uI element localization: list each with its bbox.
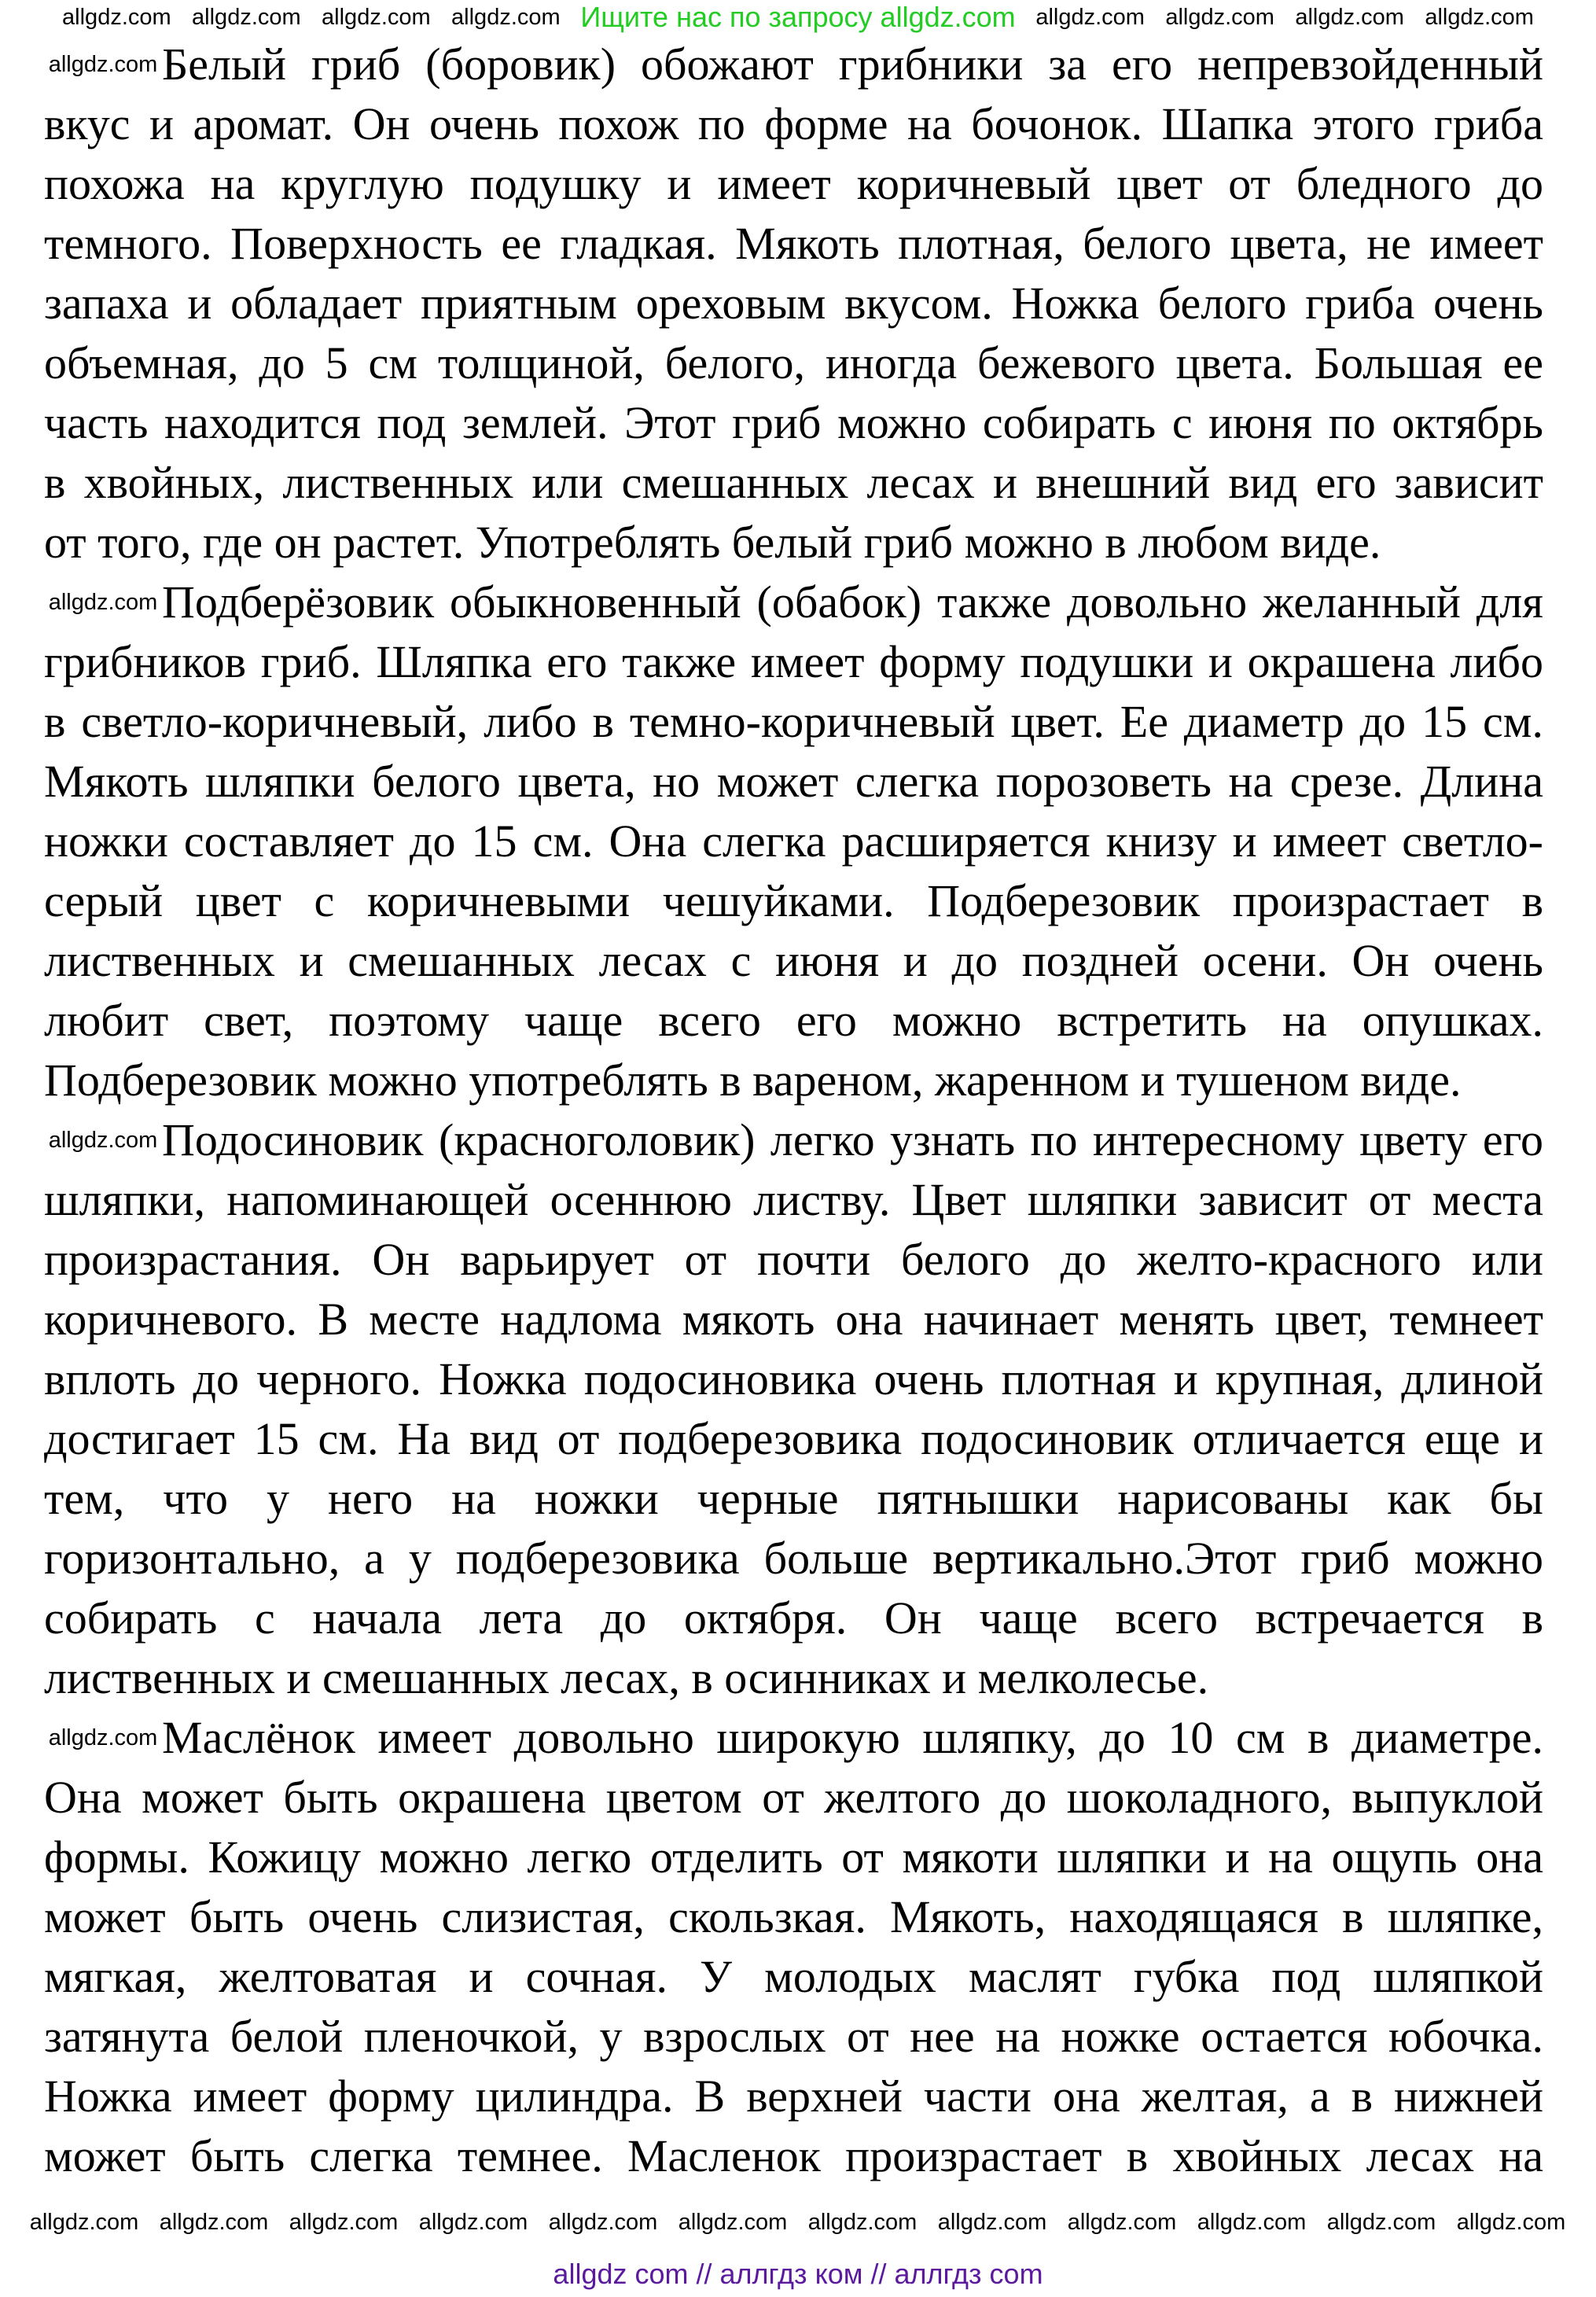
header-text: Ищите нас по запросу allgdz.com [580, 1, 1016, 33]
text-line: собирать с начала лета до октября. Он чаще всего встречается в [44, 1592, 1543, 1644]
text-line: лиственных и смешанных лесах, в осинниках и мелколесье. [44, 1652, 1209, 1703]
watermark: allgdz.com [548, 2209, 658, 2235]
watermark: allgdz.com [62, 5, 171, 30]
text-line: серый цвет с коричневыми чешуйками. Подберезовик произрастает в [44, 875, 1543, 926]
watermark: allgdz.com [1295, 5, 1404, 30]
text-line: Подберезовик можно употреблять в вареном, жаренном и тушеном виде. [44, 1055, 1462, 1106]
watermark: allgdz.com [192, 5, 301, 30]
text-line: тем, что у него на ножки черные пятнышки нарисованы как бы [44, 1473, 1543, 1524]
text-line: Она может быть окрашена цветом от желтого до шоколадного, выпуклой [44, 1772, 1543, 1823]
text-line: похожа на круглую подушку и имеет коричневый цвет от бледного до [44, 158, 1543, 209]
watermark: allgdz.com [1165, 5, 1274, 30]
text-line: горизонтально, а у подберезовика больше вертикально.Этот гриб можно [44, 1533, 1543, 1584]
watermark: allgdz.com [807, 2209, 918, 2235]
text-line: часть находится под землей. Этот гриб можно собирать с июня по октябрь [44, 397, 1543, 448]
watermark: allgdz.com [48, 1725, 158, 1750]
watermark: allgdz.com [48, 51, 158, 77]
watermark: allgdz.com [289, 2209, 399, 2235]
watermark: allgdz.com [1197, 2209, 1307, 2235]
text-line: грибников гриб. Шляпка его также имеет форму подушки и окрашена либо [44, 636, 1543, 687]
watermark: allgdz.com [159, 2209, 269, 2235]
text-line: в хвойных, лиственных или смешанных лесах и внешний вид его зависит [44, 457, 1543, 508]
text-line: в светло-коричневый, либо в темно-коричневый цвет. Ее диаметр до 15 см. [44, 696, 1543, 747]
watermark: allgdz.com [418, 2209, 528, 2235]
text-line: Подосиновик (красноголовик) легко узнать по интересному цвету его [162, 1114, 1543, 1165]
text-line: от того, где он растет. Употреблять белый гриб можно в любом виде. [44, 517, 1381, 568]
text-line: может быть очень слизистая, скользкая. Мякоть, находящаяся в шляпке, [44, 1891, 1543, 1942]
watermark: allgdz.com [1425, 5, 1534, 30]
watermark: allgdz.com [451, 5, 561, 30]
footer-banner: allgdz com // аллгдз ком // аллгдз com [553, 2258, 1043, 2290]
text-line: Белый гриб (боровик) обожают грибники за его непревзойденный [162, 39, 1543, 90]
text-line: формы. Кожицу можно легко отделить от мякоти шляпки и на ощупь она [44, 1831, 1543, 1883]
text-line: шляпки, напоминающей осеннюю листву. Цвет шляпки зависит от места [44, 1174, 1543, 1225]
text-line: Подберёзовик обыкновенный (обабок) также довольно желанный для [162, 576, 1543, 628]
watermark: allgdz.com [29, 2209, 139, 2235]
text-line: лиственных и смешанных лесах с июня и до поздней осени. Он очень [44, 935, 1543, 986]
watermark: allgdz.com [678, 2209, 788, 2235]
watermark: allgdz.com [937, 2209, 1047, 2235]
watermark: allgdz.com [1067, 2209, 1177, 2235]
watermark: allgdz.com [48, 589, 158, 615]
watermark: allgdz.com [1456, 2209, 1566, 2235]
text-line: Маслёнок имеет довольно широкую шляпку, до 10 см в диаметре. [162, 1712, 1543, 1763]
watermark: allgdz.com [322, 5, 431, 30]
watermark: allgdz.com [1326, 2209, 1436, 2235]
text-line: мягкая, желтоватая и сочная. У молодых маслят губка под шляпкой [44, 1951, 1543, 2002]
text-line: достигает 15 см. На вид от подберезовика подосиновик отличается еще и [44, 1413, 1543, 1464]
text-line: затянута белой пленочкой, у взрослых от нее на ножке остается юбочка. [44, 2011, 1543, 2062]
text-line: вплоть до черного. Ножка подосиновика очень плотная и крупная, длиной [44, 1353, 1543, 1404]
text-line: объемная, до 5 см толщиной, белого, иногда бежевого цвета. Большая ее [44, 337, 1543, 388]
text-line: темного. Поверхность ее гладкая. Мякоть плотная, белого цвета, не имеет [44, 218, 1543, 269]
text-line: произрастания. Он варьирует от почти белого до желто-красного или [44, 1234, 1543, 1285]
text-line: запаха и обладает приятным ореховым вкусом. Ножка белого гриба очень [44, 278, 1543, 329]
text-line: ножки составляет до 15 см. Она слегка расширяется книзу и имеет светло- [44, 815, 1543, 867]
text-line: Ножка имеет форму цилиндра. В верхней части она желтая, а в нижней [44, 2071, 1543, 2122]
text-line: любит свет, поэтому чаще всего его можно встретить на опушках. [44, 995, 1543, 1046]
watermark: allgdz.com [48, 1127, 158, 1153]
watermark: allgdz.com [1035, 5, 1145, 30]
text-line: может быть слегка темнее. Масленок произрастает в хвойных лесах на [44, 2130, 1543, 2181]
text-line: коричневого. В месте надлома мякоть она начинает менять цвет, темнеет [44, 1294, 1543, 1345]
text-line: вкус и аромат. Он очень похож по форме на бочонок. Шапка этого гриба [44, 98, 1543, 149]
text-line: Мякоть шляпки белого цвета, но может слегка порозоветь на срезе. Длина [44, 756, 1543, 807]
